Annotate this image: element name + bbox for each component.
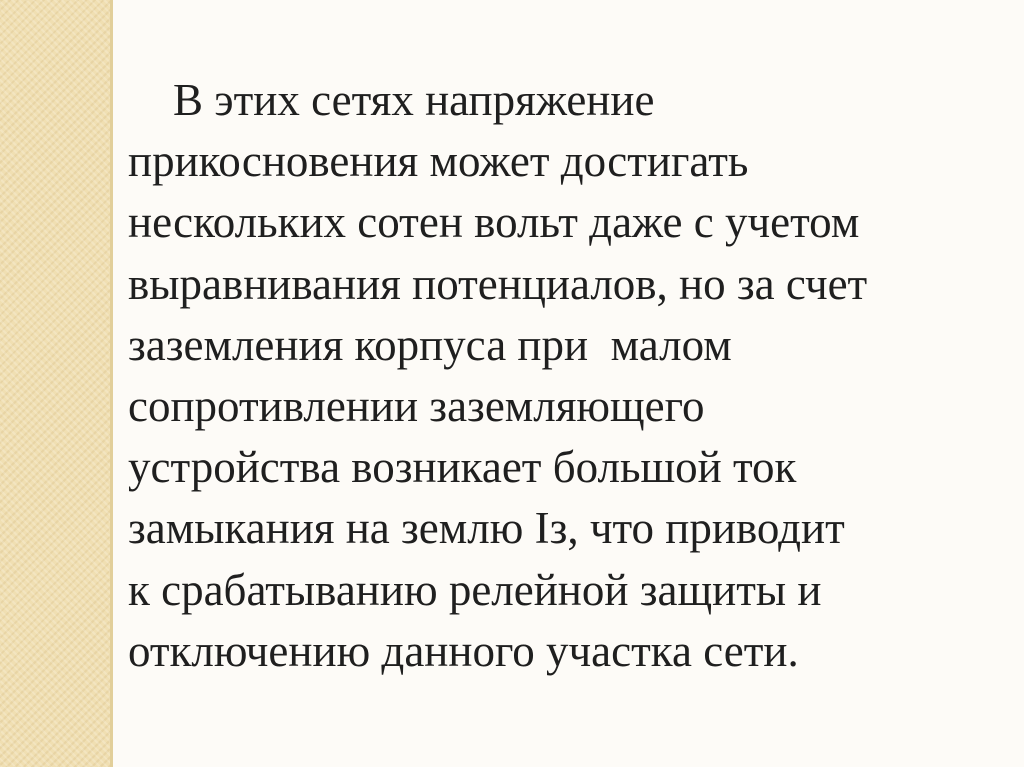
side-band-divider: [110, 0, 113, 767]
slide-body-text: В этих сетях напряжение прикосновения может достигать нескольких сотен вольт даже с учетом выравнивания потенциалов, но за счет заземления корпуса при малом сопротивлении заземляющего устройства возникает большой ток замыкания на землю Iз, что приводит к срабатыванию релейной защиты и отключению данного участка сети.: [128, 75, 868, 676]
slide-content: [128, 70, 1008, 682]
decorative-side-band: [0, 0, 110, 767]
